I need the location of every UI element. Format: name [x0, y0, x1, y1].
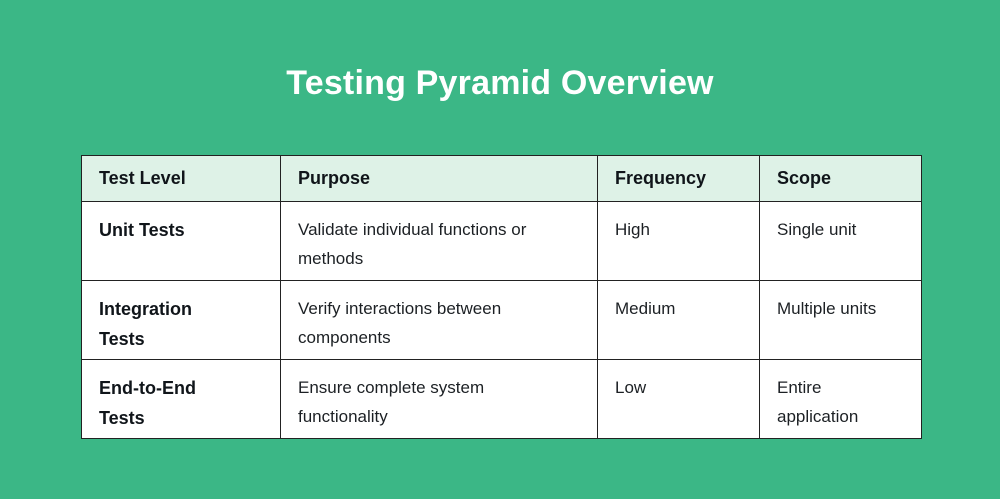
cell-scope: Entire application — [760, 360, 922, 439]
cell-scope: Single unit — [760, 202, 922, 281]
cell-purpose: Ensure complete system functionality — [281, 360, 598, 439]
cell-frequency: High — [598, 202, 760, 281]
test-level-text: Unit Tests — [99, 220, 185, 240]
column-header-scope: Scope — [760, 156, 922, 202]
cell-frequency: Low — [598, 360, 760, 439]
cell-purpose: Verify interactions between components — [281, 281, 598, 360]
cell-frequency: Medium — [598, 281, 760, 360]
column-header-test-level: Test Level — [82, 156, 281, 202]
table-row — [82, 202, 922, 281]
table-header-row — [82, 156, 922, 202]
table-row — [82, 360, 922, 439]
column-header-frequency: Frequency — [598, 156, 760, 202]
test-level-text: End-to-End Tests — [99, 378, 196, 428]
cell-test-level — [82, 202, 281, 281]
page-title: Testing Pyramid Overview — [286, 64, 714, 102]
cell-scope: Multiple units — [760, 281, 922, 360]
cell-test-level — [82, 360, 281, 439]
cell-test-level — [82, 281, 281, 360]
test-level-text: Integration Tests — [99, 299, 192, 349]
table-row — [82, 281, 922, 360]
testing-pyramid-table — [81, 155, 922, 439]
column-header-purpose: Purpose — [281, 156, 598, 202]
cell-purpose: Validate individual functions or methods — [281, 202, 598, 281]
